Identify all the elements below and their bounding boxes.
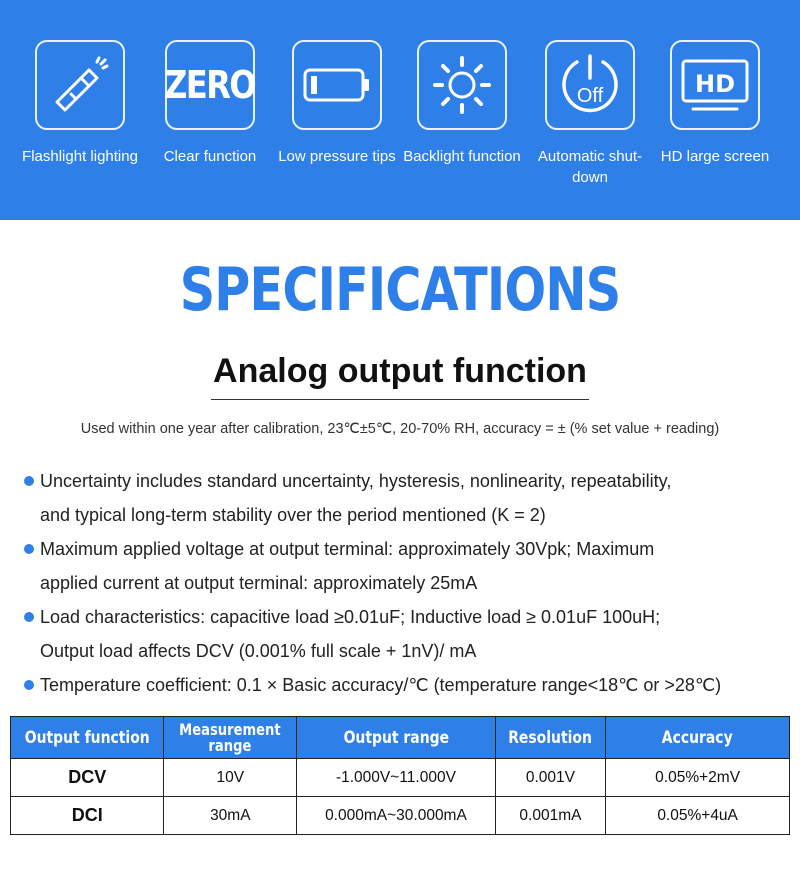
- table-cell: DCV: [11, 759, 164, 797]
- feature-label: Automatic shut-down: [537, 148, 643, 186]
- feature-auto-shutdown: [525, 40, 655, 188]
- flashlight-icon: [35, 40, 125, 130]
- zero-icon: [165, 40, 255, 130]
- table-cell: 10V: [164, 759, 297, 797]
- feature-label: Flashlight lighting: [22, 148, 138, 165]
- table-row: [11, 797, 790, 835]
- list-item: Uncertainty includes standard uncertainty, hysteresis, nonlinearity, repeatability, and typical long-term stability over the period mentioned (K = 2): [24, 464, 800, 532]
- battery-icon: [292, 40, 382, 130]
- column-header: Measurement range: [164, 717, 297, 759]
- feature-label: Clear function: [163, 148, 257, 165]
- zero-icon-text: ZERO: [164, 63, 256, 107]
- table-cell: 0.000mA~30.000mA: [297, 797, 495, 835]
- sun-icon: [417, 40, 507, 130]
- table-cell: DCI: [11, 797, 164, 835]
- hd-icon-text: HD: [694, 70, 736, 98]
- feature-zero: [145, 40, 275, 167]
- table-cell: 30mA: [164, 797, 297, 835]
- hd-screen-icon: [670, 40, 760, 130]
- feature-label: Low pressure tips: [278, 148, 396, 165]
- table-header-row: [11, 717, 790, 759]
- feature-hd-screen: [650, 40, 780, 167]
- table-cell: 0.05%+4uA: [606, 797, 790, 835]
- column-header: Accuracy: [606, 717, 790, 759]
- table-cell: 0.001V: [495, 759, 606, 797]
- feature-label: Backlight function: [403, 148, 521, 165]
- list-item: Temperature coefficient: 0.1 × Basic accuracy/℃ (temperature range<18℃ or >28℃): [24, 668, 800, 702]
- column-header: Resolution: [495, 717, 606, 759]
- features-banner: [0, 0, 800, 220]
- power-off-icon-text: Off: [576, 85, 604, 107]
- section-title: [0, 352, 800, 400]
- column-header: Output function: [11, 717, 164, 759]
- power-off-icon: [545, 40, 635, 130]
- table-cell: 0.05%+2mV: [606, 759, 790, 797]
- feature-low-pressure: [272, 40, 402, 167]
- bullet-list: [24, 464, 800, 702]
- table-cell: 0.001mA: [495, 797, 606, 835]
- table-row: [11, 759, 790, 797]
- table-cell: -1.000V~11.000V: [297, 759, 495, 797]
- feature-label: HD large screen: [660, 148, 770, 165]
- column-header: Output range: [297, 717, 495, 759]
- spec-table: [10, 716, 790, 835]
- calibration-note: Used within one year after calibration, 23℃±5℃, 20-70% RH, accuracy = ± (% set value + reading): [80, 421, 720, 437]
- list-item: Maximum applied voltage at output terminal: approximately 30Vpk; Maximum applied current at output terminal: approximately 25mA: [24, 532, 800, 600]
- page-title: SPECIFICATIONS: [179, 255, 621, 325]
- feature-backlight: [397, 40, 527, 167]
- section-title-text: Analog output function: [211, 352, 589, 400]
- feature-flashlight: [15, 40, 145, 167]
- list-item: Load characteristics: capacitive load ≥0.01uF; Inductive load ≥ 0.01uF 100uH; Output load affects DCV (0.001% full scale + 1nV)/ mA: [24, 600, 800, 668]
